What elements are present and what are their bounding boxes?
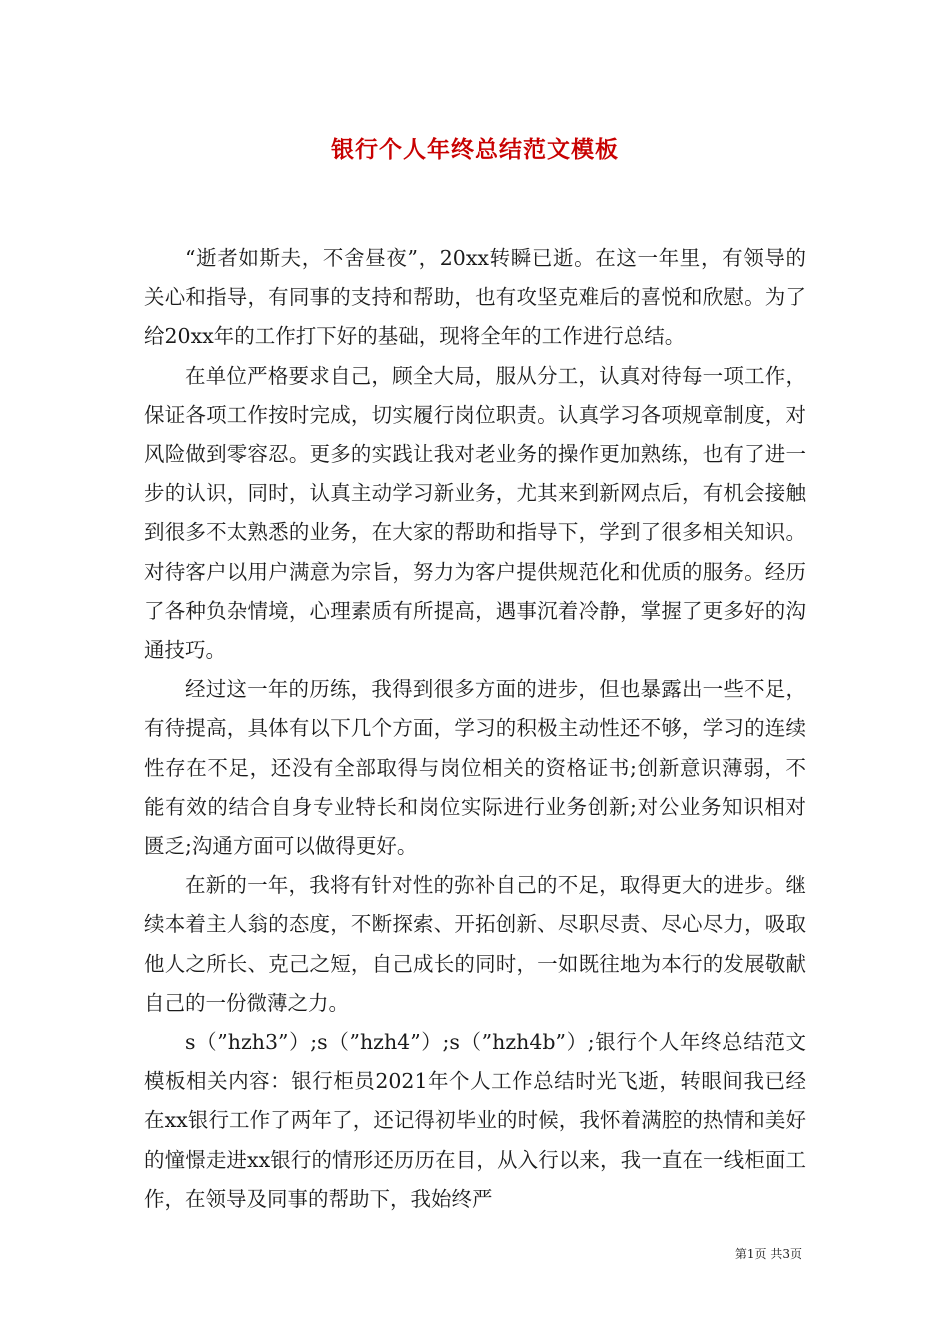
paragraph-new-year-plan: 在新的一年，我将有针对性的弥补自己的不足，取得更大的进步。继续本着主人翁的态度，不断探索、开拓创新、尽职尽责、尽心尽力，吸取他人之所长、克己之短，自己成长的同时，一如既往地为本行的发展敬献自己的一份微薄之力。 (144, 873, 806, 1015)
paragraph-related-content: s（”hzh3”）;s（”hzh4”）;s（”hzh4b”）;银行个人年终总结范文模板相关内容：银行柜员2021年个人工作总结时光飞逝，转眼间我已经在xx银行工作了两年了，还记得初毕业的时候，我怀着满腔的热情和美好的憧憬走进xx银行的情形还历历在目，从入行以来，我一直在一线柜面工作，在领导及同事的帮助下，我始终严 (144, 1030, 806, 1211)
paragraph-intro: “逝者如斯夫，不舍昼夜”，20xx转瞬已逝。在这一年里，有领导的关心和指导，有同事的支持和帮助，也有攻坚克难后的喜悦和欣慰。为了给20xx年的工作打下好的基础，现将全年的工作进行总结。 (144, 246, 806, 349)
document-title: 银行个人年终总结范文模板 (331, 136, 619, 163)
paragraph-shortcomings: 经过这一年的历练，我得到很多方面的进步，但也暴露出一些不足，有待提高，具体有以下几个方面，学习的积极主动性还不够，学习的连续性存在不足，还没有全部取得与岗位相关的资格证书;创新意识薄弱，不能有效的结合自身专业特长和岗位实际进行业务创新;对公业务知识相对匮乏;沟通方面可以做得更好。 (144, 677, 806, 859)
paragraph-work-performance: 在单位严格要求自己，顾全大局，服从分工，认真对待每一项工作，保证各项工作按时完成，切实履行岗位职责。认真学习各项规章制度，对风险做到零容忍。更多的实践让我对老业务的操作更加熟练，也有了进一步的认识，同时，认真主动学习新业务，尤其来到新网点后，有机会接触到很多不太熟悉的业务，在大家的帮助和指导下，学到了很多相关知识。对待客户以用户满意为宗旨，努力为客户提供规范化和优质的服务。经历了各种负杂情境，心理素质有所提高，遇事沉着冷静，掌握了更多好的沟通技巧。 (144, 363, 806, 663)
page-number: 第1页 共3页 (734, 1247, 802, 1261)
document-body (144, 239, 806, 1219)
